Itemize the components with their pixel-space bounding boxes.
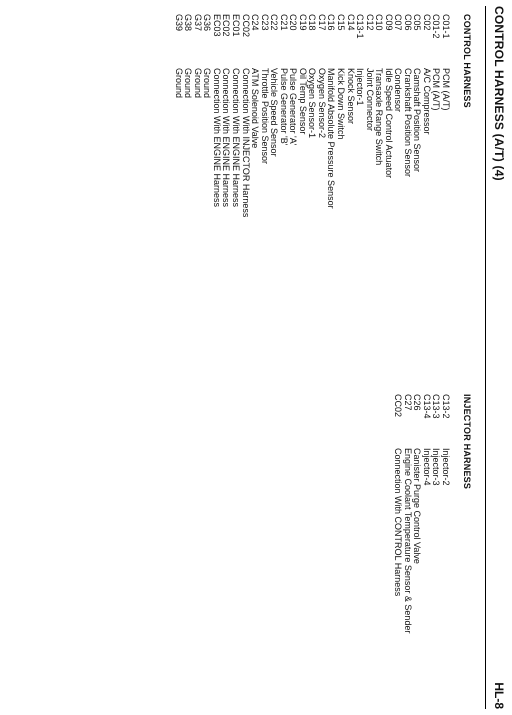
list-item xyxy=(192,14,202,217)
list-item xyxy=(250,14,260,217)
connector-description: Knock Sensor xyxy=(345,68,356,125)
list-item xyxy=(402,14,412,217)
connector-code: C13-2 xyxy=(441,394,451,419)
list-item xyxy=(374,14,384,217)
list-item xyxy=(240,14,250,217)
connector-code: EC01 xyxy=(230,14,241,37)
connector-description: A/C Compressor xyxy=(421,68,432,135)
connector-code: C22 xyxy=(269,14,280,31)
connector-code: C13-1 xyxy=(355,14,366,39)
list-item xyxy=(278,14,288,217)
control-harness-list xyxy=(173,14,450,217)
connector-code: G37 xyxy=(192,14,203,32)
list-item xyxy=(230,14,240,217)
connector-code: EC02 xyxy=(221,14,232,37)
connector-description: Pulse Generator 'A' xyxy=(288,68,299,146)
connector-description: Camshaft Position Sensor xyxy=(412,68,423,173)
connector-code: G39 xyxy=(173,14,184,32)
connector-code: C13-3 xyxy=(431,394,442,419)
list-item xyxy=(393,394,403,633)
connector-code: C05 xyxy=(412,14,423,31)
connector-description: Canister Purge Control Valve xyxy=(412,448,423,564)
connector-code: C16 xyxy=(326,14,337,31)
connector-code: C13-4 xyxy=(421,394,432,419)
connector-description: Injector-4 xyxy=(421,448,432,486)
page-title: CONTROL HARNESS (A/T) (4) xyxy=(492,6,506,181)
list-item xyxy=(393,14,403,217)
list-item xyxy=(383,14,393,217)
connector-description: Kick Down Switch xyxy=(335,68,346,140)
connector-description: Connection With ENGINE Harness xyxy=(230,68,241,208)
connector-code: CC02 xyxy=(393,394,404,418)
connector-description: Transaxle Range Switch xyxy=(374,68,385,166)
connector-description: Engine Coolant Temperature Sensor & Sender xyxy=(402,448,413,634)
list-item xyxy=(421,14,431,217)
connector-code: C09 xyxy=(383,14,394,31)
list-item xyxy=(364,14,374,217)
control-harness-heading: CONTROL HARNESS xyxy=(462,14,472,108)
connector-description: Oil Temp Sensor xyxy=(297,68,308,135)
connector-description: Throttle Position Sensor xyxy=(259,68,270,165)
connector-code: C24 xyxy=(250,14,261,31)
connector-description: Oxygen Sensor-1 xyxy=(307,68,318,139)
connector-code: C19 xyxy=(297,14,308,31)
injector-harness-section xyxy=(393,394,472,633)
connector-description: Injector-1 xyxy=(355,68,366,106)
list-item xyxy=(202,14,212,217)
connector-description: Vehicle Speed Sensor xyxy=(269,68,280,157)
list-item xyxy=(440,14,450,217)
list-item xyxy=(211,14,221,217)
list-item xyxy=(412,394,422,633)
connector-code: C27 xyxy=(402,394,413,411)
list-item xyxy=(259,14,269,217)
connector-code: C14 xyxy=(345,14,356,31)
connector-code: C07 xyxy=(393,14,404,31)
connector-description: Pulse Generator 'B' xyxy=(278,68,289,146)
connector-code: C17 xyxy=(316,14,327,31)
connector-code: C02 xyxy=(421,14,432,31)
connector-code: G38 xyxy=(183,14,194,32)
control-harness-section xyxy=(173,14,472,217)
connector-description: PCM (A/T) xyxy=(441,68,451,111)
connector-code: C18 xyxy=(307,14,318,31)
list-item xyxy=(326,14,336,217)
connector-description: PCM (A/T) xyxy=(431,68,442,111)
connector-description: Manifold Absolute Pressure Sensor xyxy=(326,68,337,209)
list-item xyxy=(355,14,365,217)
injector-harness-list xyxy=(393,394,450,633)
connector-code: EC03 xyxy=(211,14,222,37)
connector-description: Connection With CONTROL Harness xyxy=(393,448,404,597)
connector-description: Connection With INJECTOR Harness xyxy=(240,68,251,218)
connector-code: CC02 xyxy=(240,14,251,38)
connector-description: Injector-3 xyxy=(431,448,442,486)
list-item xyxy=(307,14,317,217)
injector-harness-heading: INJECTOR HARNESS xyxy=(462,394,472,490)
connector-description: Oxygen Sensor-2 xyxy=(316,68,327,139)
connector-description: Condensor xyxy=(393,68,404,113)
list-item xyxy=(288,14,298,217)
list-item xyxy=(221,14,231,217)
connector-description: ATM Solenoid Valve xyxy=(250,68,261,149)
connector-description: Ground xyxy=(183,68,194,99)
connector-description: Joint Connector xyxy=(364,68,375,132)
list-item xyxy=(297,14,307,217)
list-item xyxy=(440,394,450,633)
page-header xyxy=(485,6,512,709)
connector-code: C01-2 xyxy=(431,14,442,39)
connector-description: Injector-2 xyxy=(441,448,451,486)
connector-description: Ground xyxy=(202,68,213,99)
list-item xyxy=(316,14,326,217)
list-item xyxy=(421,394,431,633)
connector-description: Crankshaft Position Sensor xyxy=(402,68,413,178)
page-number: HL-8 xyxy=(492,682,506,709)
connector-code: C26 xyxy=(412,394,423,411)
list-item xyxy=(431,394,441,633)
connector-description: Ground xyxy=(192,68,203,99)
list-item xyxy=(269,14,279,217)
connector-code: C23 xyxy=(259,14,270,31)
list-item xyxy=(412,14,422,217)
list-item xyxy=(173,14,183,217)
connector-description: Connection With ENGINE Harness xyxy=(211,68,222,208)
connector-code: C15 xyxy=(335,14,346,31)
connector-description: Ground xyxy=(173,68,184,99)
connector-description: Idle Speed Control Actuator xyxy=(383,68,394,179)
list-item xyxy=(431,14,441,217)
connector-code: C06 xyxy=(402,14,413,31)
connector-code: C10 xyxy=(374,14,385,31)
list-item xyxy=(183,14,193,217)
connector-description: Connection With ENGINE Harness xyxy=(221,68,232,208)
list-item xyxy=(335,14,345,217)
connector-code: C21 xyxy=(278,14,289,31)
connector-code: C12 xyxy=(364,14,375,31)
list-item xyxy=(345,14,355,217)
connector-code: C20 xyxy=(288,14,299,31)
connector-code: C01-1 xyxy=(441,14,451,39)
connector-code: G36 xyxy=(202,14,213,32)
list-item xyxy=(402,394,412,633)
